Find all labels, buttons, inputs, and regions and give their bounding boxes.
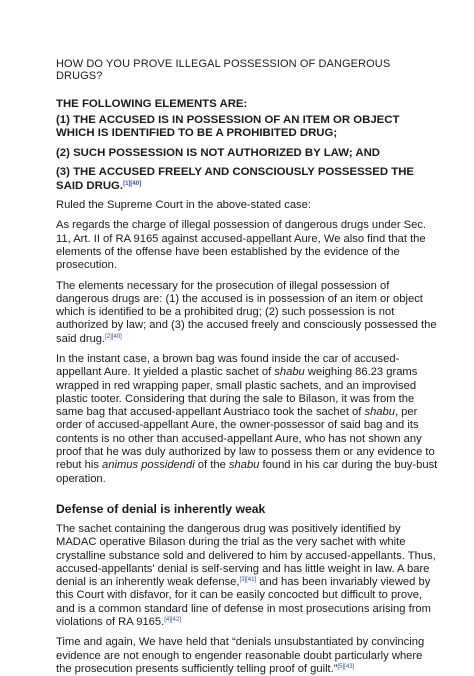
document-title: HOW DO YOU PROVE ILLEGAL POSSESSION OF DANGEROUS DRUGS? [56, 58, 391, 82]
ruled-line: Ruled the Supreme Court in the above-stated case: [56, 199, 311, 212]
text-run: , per order of accused-appellant Aure, the owner-possessor of said bag and its contents is no other than accused-appellant Aure, who has not shown any proof that he was duly authorized by law to possess them or any evidence to rebut his [56, 406, 435, 472]
element-3 [56, 166, 438, 193]
italic-term: animus possidendi [102, 459, 195, 472]
italic-term: shabu [274, 366, 305, 379]
text-run: found in his car during the buy-bust operation. [56, 459, 438, 485]
paragraph-charge: As regards the charge of illegal possession of dangerous drugs under Sec. 11, Art. II of RA 9165 against accused-appellant Aure, We also find that the elements of the offense have been established by the evidence of the prosecution. [56, 219, 427, 272]
footnote-ref[interactable]: [5][43] [337, 663, 355, 670]
text-run: of the [194, 459, 229, 472]
elements-heading: THE FOLLOWING ELEMENTS ARE: [56, 98, 248, 110]
paragraph-denial [56, 523, 438, 629]
text-run: weighing 86.23 grams wrapped in red wrapping paper, small plastic sachets, and an improvised plastic tooter. Considering that during the sale to Bilason, it was from the same bag that accused-appellant Austriaco took the sachet of [56, 366, 418, 419]
italic-term: shabu [228, 459, 260, 472]
footnote-ref[interactable]: [1][40] [123, 180, 142, 187]
text-run: The sachet containing the dangerous drug was positively identified by MADAC operative Bilason during the trial as the very sachet with white crystalline substance sold and delivered to him by accused-appellants. Thus, accused-appellants' denial is self-serving and has little weight in law. A bare denial is an inherently weak defense, [56, 522, 436, 589]
element-3-text: (3) THE ACCUSED FREELY AND CONSCIOUSLY POSSESSED THE SAID DRUG. [56, 166, 415, 192]
footnote-ref[interactable]: [3][41] [239, 577, 257, 584]
text-run: In the instant case, a brown bag was found inside the car of accused-appellant Aure. It yielded a plastic sachet of [56, 353, 400, 379]
italic-term: shabu [364, 406, 395, 419]
text-run: and has been invariably viewed by this Court with disfavor, for it can be easily concocted but difficult to prove, and is a common standard line of defense in most prosecutions arising from violations of RA 9165. [56, 576, 431, 629]
footnote-ref[interactable]: [2][40] [105, 333, 122, 340]
paragraph-time-and-again [56, 636, 438, 676]
footnote-ref[interactable]: [4][42] [164, 617, 181, 624]
paragraph-instant-case [56, 353, 438, 486]
section-subheading: Defense of denial is inherently weak [56, 501, 266, 516]
text-run: Time and again, We have held that “denials unsubstantiated by convincing evidence are not enough to engender reasonable doubt particularly where the prosecution presents sufficiently telling proof of guilt.” [56, 636, 425, 675]
paragraph-elements [56, 280, 438, 346]
element-2: (2) SUCH POSSESSION IS NOT AUTHORIZED BY LAW; AND [56, 146, 381, 159]
paragraph-elements-text: The elements necessary for the prosecution of illegal possession of dangerous drugs are: (1) the accused is in possession of an item or object which is identified to be a prohibited drug; (2) such possession is not authorized by law; and (3) the accused freely and consciously possessed the said drug. [56, 279, 437, 345]
element-1: (1) THE ACCUSED IS IN POSSESSION OF AN ITEM OR OBJECT WHICH IS IDENTIFIED TO BE A PROHIBITED DRUG; [56, 114, 400, 140]
